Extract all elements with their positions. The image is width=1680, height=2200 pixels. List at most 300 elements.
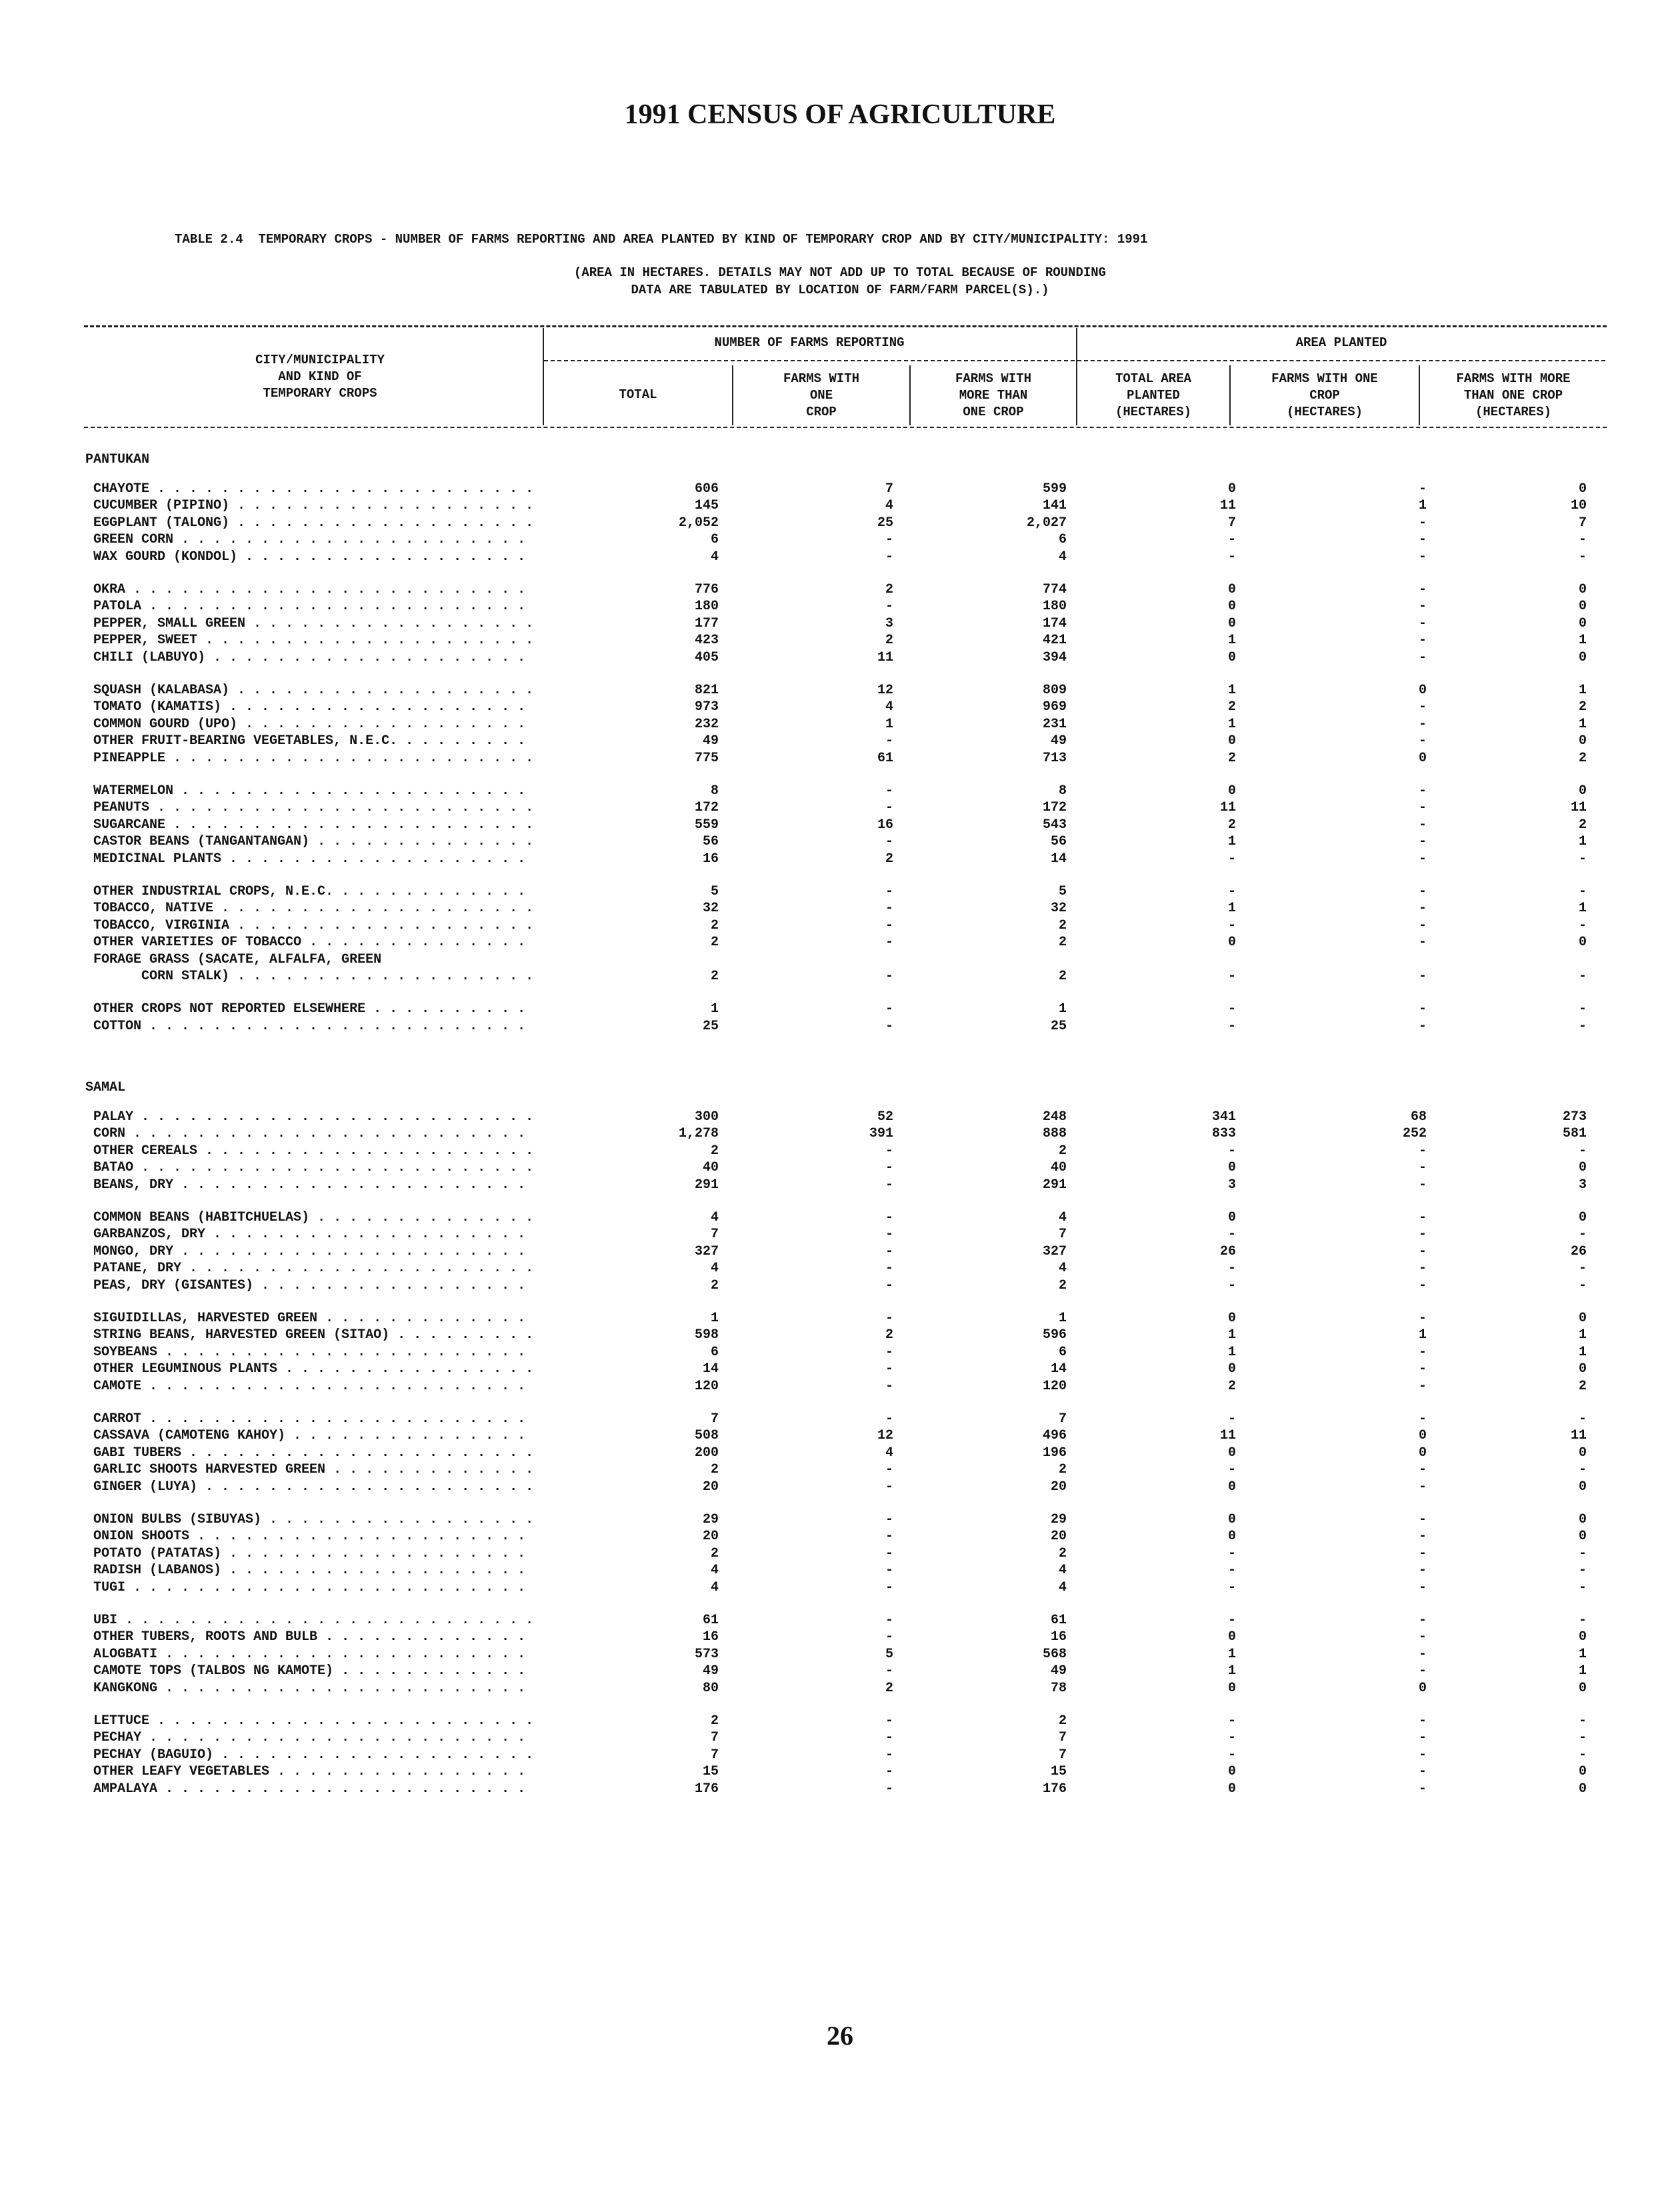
cell-area-one-crop: - xyxy=(1418,1019,1427,1034)
cell-total-area: 0 xyxy=(1227,1764,1236,1779)
cell-total-farms: 40 xyxy=(702,1160,719,1175)
cell-area-one-crop: - xyxy=(1418,1546,1427,1561)
cell-total-area: 7 xyxy=(1227,515,1236,531)
cell-total-farms: 7 xyxy=(710,1227,719,1242)
cell-area-more-crop: - xyxy=(1578,1730,1587,1745)
cell-total-farms: 56 xyxy=(702,834,719,849)
cell-total-farms: 598 xyxy=(694,1327,719,1343)
cell-area-more-crop: 1 xyxy=(1578,1345,1587,1360)
cell-total-area: 2 xyxy=(1227,1379,1236,1394)
table-row xyxy=(0,1681,1680,1698)
table-row xyxy=(0,1445,1680,1463)
cell-total-farms: 2 xyxy=(710,969,719,984)
cell-total-farms: 7 xyxy=(710,1411,719,1427)
cell-area-one-crop: - xyxy=(1418,1379,1427,1394)
cell-farms-more-crop: 596 xyxy=(1042,1327,1067,1343)
cell-area-one-crop: 1 xyxy=(1418,1327,1427,1343)
cell-area-more-crop: 1 xyxy=(1578,683,1587,698)
cell-farms-one-crop: 12 xyxy=(877,1428,893,1443)
section-heading: PANTUKAN xyxy=(85,452,150,467)
cell-farms-one-crop: - xyxy=(885,1580,893,1595)
crop-label: LETTUCE . . . xyxy=(93,1713,533,1729)
cell-farms-one-crop: - xyxy=(885,800,893,815)
cell-area-one-crop: - xyxy=(1418,717,1427,732)
cell-area-more-crop: 10 xyxy=(1570,498,1587,513)
cell-total-area: 0 xyxy=(1227,1361,1236,1377)
cell-total-farms: 405 xyxy=(694,650,719,665)
cell-farms-more-crop: 49 xyxy=(1050,1663,1067,1679)
cell-total-area: - xyxy=(1227,1580,1236,1595)
cell-area-more-crop: 2 xyxy=(1578,1379,1587,1394)
cell-total-farms: 176 xyxy=(694,1781,719,1797)
cell-farms-more-crop: 120 xyxy=(1042,1379,1067,1394)
cell-area-one-crop: - xyxy=(1418,1261,1427,1276)
cell-total-farms: 14 xyxy=(702,1361,719,1377)
cell-farms-one-crop: 12 xyxy=(877,683,893,698)
cell-area-more-crop: - xyxy=(1578,1001,1587,1017)
crop-label: POTATO (PATATAS) . . . xyxy=(93,1546,533,1562)
crop-label: GINGER (LUYA) . . . xyxy=(93,1479,533,1495)
cell-area-more-crop: 273 xyxy=(1562,1109,1587,1125)
table-row xyxy=(0,1747,1680,1765)
cell-farms-more-crop: 14 xyxy=(1050,1361,1067,1377)
cell-area-one-crop: - xyxy=(1418,616,1427,631)
cell-farms-one-crop: - xyxy=(885,1160,893,1175)
table-row xyxy=(0,1546,1680,1563)
cell-farms-more-crop: 2 xyxy=(1058,1713,1067,1729)
cell-area-one-crop: - xyxy=(1418,851,1427,867)
crop-label: OTHER FRUIT-BEARING VEGETABLES, N.E.C. . . . xyxy=(93,733,533,749)
cell-farms-more-crop: 25 xyxy=(1050,1019,1067,1034)
table-row xyxy=(0,733,1680,751)
cell-total-farms: 4 xyxy=(710,1261,719,1276)
cell-farms-one-crop: 2 xyxy=(885,582,893,597)
cell-area-more-crop: 0 xyxy=(1578,616,1587,631)
cell-farms-more-crop: 172 xyxy=(1042,800,1067,815)
cell-area-one-crop: - xyxy=(1418,481,1427,497)
crop-label: CASTOR BEANS (TANGANTANGAN) . . . xyxy=(93,834,533,850)
crop-label: CAMOTE TOPS (TALBOS NG KAMOTE) . . . xyxy=(93,1663,533,1679)
cell-farms-more-crop: 78 xyxy=(1050,1681,1067,1696)
cell-area-more-crop: - xyxy=(1578,549,1587,565)
cell-area-more-crop: - xyxy=(1578,918,1587,933)
cell-total-area: 0 xyxy=(1227,1512,1236,1527)
crop-label: GARLIC SHOOTS HARVESTED GREEN . . . xyxy=(93,1462,533,1478)
cell-total-area: - xyxy=(1227,1713,1236,1729)
cell-total-area: 11 xyxy=(1219,498,1236,513)
cell-area-one-crop: - xyxy=(1418,733,1427,749)
cell-area-more-crop: 1 xyxy=(1578,834,1587,849)
cell-total-farms: 232 xyxy=(694,717,719,732)
cell-area-more-crop: 3 xyxy=(1578,1177,1587,1193)
crop-label: CARROT . . . xyxy=(93,1411,533,1427)
table-row xyxy=(0,800,1680,817)
cell-total-farms: 8 xyxy=(710,783,719,799)
cell-total-farms: 120 xyxy=(694,1379,719,1394)
cell-farms-one-crop: 2 xyxy=(885,633,893,648)
cell-area-more-crop: 0 xyxy=(1578,783,1587,799)
cell-total-farms: 16 xyxy=(702,1629,719,1645)
crop-label: OKRA . . . xyxy=(93,582,533,598)
table-row xyxy=(0,1160,1680,1177)
cell-area-one-crop: - xyxy=(1418,1210,1427,1225)
cell-total-farms: 300 xyxy=(694,1109,719,1125)
cell-total-farms: 973 xyxy=(694,699,719,715)
cell-farms-one-crop: - xyxy=(885,1747,893,1763)
cell-area-one-crop: - xyxy=(1418,1580,1427,1595)
cell-total-farms: 7 xyxy=(710,1730,719,1745)
crop-label: TUGI . . . xyxy=(93,1580,533,1596)
crop-label: CHILI (LABUYO) . . . xyxy=(93,650,533,666)
cell-total-farms: 7 xyxy=(710,1747,719,1763)
cell-farms-more-crop: 4 xyxy=(1058,1261,1067,1276)
cell-total-area: - xyxy=(1227,851,1236,867)
crop-label: UBI . . . xyxy=(93,1613,533,1629)
cell-farms-more-crop: 543 xyxy=(1042,817,1067,833)
cell-farms-more-crop: 291 xyxy=(1042,1177,1067,1193)
crop-label: PATOLA . . . xyxy=(93,599,533,615)
cell-area-one-crop: - xyxy=(1418,1462,1427,1477)
cell-farms-more-crop: 774 xyxy=(1042,582,1067,597)
cell-area-more-crop: 11 xyxy=(1570,800,1587,815)
cell-total-farms: 2 xyxy=(710,935,719,950)
cell-farms-more-crop: 196 xyxy=(1042,1445,1067,1461)
crop-label: OTHER CEREALS . . . xyxy=(93,1143,533,1159)
cell-farms-more-crop: 394 xyxy=(1042,650,1067,665)
table-row xyxy=(0,1713,1680,1731)
cell-area-more-crop: - xyxy=(1578,1713,1587,1729)
cell-total-farms: 1 xyxy=(710,1311,719,1326)
cell-total-area: - xyxy=(1227,1261,1236,1276)
cell-area-one-crop: - xyxy=(1418,1227,1427,1242)
cell-farms-more-crop: 2 xyxy=(1058,1278,1067,1293)
crop-label: SQUASH (KALABASA) . . . xyxy=(93,683,533,699)
crop-label: CORN STALK) . . . xyxy=(93,969,533,985)
crop-label: CUCUMBER (PIPINO) . . . xyxy=(93,498,533,514)
cell-area-one-crop: - xyxy=(1418,549,1427,565)
cell-area-more-crop: 1 xyxy=(1578,1327,1587,1343)
cell-farms-one-crop: 2 xyxy=(885,1327,893,1343)
crop-label: SOYBEANS . . . xyxy=(93,1345,533,1361)
cell-area-one-crop: 1 xyxy=(1418,498,1427,513)
cell-farms-one-crop: 2 xyxy=(885,1681,893,1696)
cell-total-farms: 32 xyxy=(702,901,719,916)
cell-area-more-crop: 0 xyxy=(1578,1311,1587,1326)
table-row xyxy=(0,717,1680,734)
cell-farms-more-crop: 49 xyxy=(1050,733,1067,749)
cell-area-one-crop: - xyxy=(1418,918,1427,933)
cell-farms-one-crop: - xyxy=(885,1764,893,1779)
crop-label: PALAY . . . xyxy=(93,1109,533,1125)
cell-farms-more-crop: 20 xyxy=(1050,1529,1067,1544)
cell-farms-one-crop: 61 xyxy=(877,751,893,766)
table-row xyxy=(0,582,1680,599)
cell-total-farms: 177 xyxy=(694,616,719,631)
cell-area-more-crop: - xyxy=(1578,1143,1587,1159)
cell-total-area: - xyxy=(1227,1462,1236,1477)
crop-label: OTHER TUBERS, ROOTS AND BULB . . . xyxy=(93,1629,533,1645)
cell-farms-one-crop: 1 xyxy=(885,717,893,732)
cell-total-area: - xyxy=(1227,1001,1236,1017)
cell-area-one-crop: - xyxy=(1418,699,1427,715)
cell-area-one-crop: 68 xyxy=(1410,1109,1427,1125)
cell-farms-more-crop: 7 xyxy=(1058,1730,1067,1745)
cell-area-more-crop: 1 xyxy=(1578,901,1587,916)
table-row xyxy=(0,1462,1680,1479)
table-row xyxy=(0,1629,1680,1647)
table-row xyxy=(0,1361,1680,1379)
cell-farms-one-crop: 4 xyxy=(885,498,893,513)
crop-label: PEAS, DRY (GISANTES) . . . xyxy=(93,1278,533,1294)
cell-area-one-crop: - xyxy=(1418,515,1427,531)
table-row xyxy=(0,783,1680,801)
farms-group-header: NUMBER OF FARMS REPORTING xyxy=(714,335,905,350)
crop-label: MONGO, DRY . . . xyxy=(93,1244,533,1260)
cell-total-area: 0 xyxy=(1227,582,1236,597)
cell-total-area: 1 xyxy=(1227,1327,1236,1343)
table-row xyxy=(0,817,1680,835)
farms-group-underline xyxy=(544,360,1075,361)
cell-area-more-crop: 1 xyxy=(1578,1663,1587,1679)
cell-total-farms: 180 xyxy=(694,599,719,614)
cell-farms-more-crop: 496 xyxy=(1042,1428,1067,1443)
cell-total-area: 0 xyxy=(1227,1160,1236,1175)
cell-farms-one-crop: - xyxy=(885,1019,893,1034)
table-row xyxy=(0,918,1680,935)
table-row xyxy=(0,515,1680,533)
table-row xyxy=(0,969,1680,986)
cell-farms-more-crop: 5 xyxy=(1058,884,1067,899)
cell-farms-one-crop: - xyxy=(885,1361,893,1377)
cell-total-area: 0 xyxy=(1227,1311,1236,1326)
cell-area-more-crop: 1 xyxy=(1578,1647,1587,1662)
cell-total-area: - xyxy=(1227,1411,1236,1427)
crop-label: COMMON GOURD (UPO) . . . xyxy=(93,717,533,733)
cell-total-area: - xyxy=(1227,1613,1236,1628)
cell-farms-one-crop: - xyxy=(885,935,893,950)
cell-area-more-crop: 0 xyxy=(1578,1781,1587,1797)
crop-label: PEPPER, SWEET . . . xyxy=(93,633,533,649)
cell-farms-one-crop: - xyxy=(885,1261,893,1276)
cell-area-one-crop: - xyxy=(1418,1411,1427,1427)
crop-label: EGGPLANT (TALONG) . . . xyxy=(93,515,533,531)
cell-area-one-crop: - xyxy=(1418,633,1427,648)
table-row xyxy=(0,1143,1680,1161)
crop-label: OTHER INDUSTRIAL CROPS, N.E.C. . . . xyxy=(93,884,533,900)
table-note-line1: (AREA IN HECTARES. DETAILS MAY NOT ADD UP TO TOTAL BECAUSE OF ROUNDING xyxy=(573,265,1107,280)
crop-label: SUGARCANE . . . xyxy=(93,817,533,833)
cell-farms-one-crop: - xyxy=(885,733,893,749)
cell-farms-one-crop: - xyxy=(885,969,893,984)
cell-total-area: - xyxy=(1227,1278,1236,1293)
cell-farms-more-crop: 1 xyxy=(1058,1001,1067,1017)
table-row xyxy=(0,1327,1680,1345)
cell-area-one-crop: - xyxy=(1418,901,1427,916)
cell-area-more-crop: - xyxy=(1578,1546,1587,1561)
cell-total-farms: 6 xyxy=(710,532,719,547)
cell-total-farms: 5 xyxy=(710,884,719,899)
crop-label: PECHAY (BAGUIO) . . . xyxy=(93,1747,533,1763)
cell-total-farms: 80 xyxy=(702,1681,719,1696)
cell-total-farms: 20 xyxy=(702,1529,719,1544)
cell-area-one-crop: 0 xyxy=(1418,1681,1427,1696)
cell-total-farms: 291 xyxy=(694,1177,719,1193)
crop-label: TOBACCO, NATIVE . . . xyxy=(93,901,533,917)
cell-area-more-crop: 0 xyxy=(1578,1629,1587,1645)
cell-farms-one-crop: - xyxy=(885,1379,893,1394)
table-row xyxy=(0,616,1680,633)
cell-farms-one-crop: - xyxy=(885,1512,893,1527)
cell-farms-more-crop: 20 xyxy=(1050,1479,1067,1495)
cell-farms-more-crop: 14 xyxy=(1050,851,1067,867)
cell-farms-more-crop: 2 xyxy=(1058,918,1067,933)
cell-farms-more-crop: 56 xyxy=(1050,834,1067,849)
cell-farms-one-crop: - xyxy=(885,532,893,547)
cell-total-area: - xyxy=(1227,1227,1236,1242)
cell-total-farms: 2 xyxy=(710,1462,719,1477)
cell-farms-one-crop: 4 xyxy=(885,699,893,715)
table-row xyxy=(0,1428,1680,1445)
cell-area-one-crop: - xyxy=(1418,1563,1427,1578)
cell-area-one-crop: - xyxy=(1418,1345,1427,1360)
cell-farms-more-crop: 180 xyxy=(1042,599,1067,614)
crop-label: WATERMELON . . . xyxy=(93,783,533,799)
cell-area-one-crop: - xyxy=(1418,1781,1427,1797)
cell-total-area: 0 xyxy=(1227,1681,1236,1696)
stub-header: CITY/MUNICIPALITY AND KIND OF TEMPORARY CROPS xyxy=(255,353,385,401)
cell-total-farms: 16 xyxy=(702,851,719,867)
cell-total-area: 341 xyxy=(1211,1109,1236,1125)
cell-farms-more-crop: 2 xyxy=(1058,935,1067,950)
cell-area-more-crop: 7 xyxy=(1578,515,1587,531)
cell-total-farms: 200 xyxy=(694,1445,719,1461)
cell-farms-one-crop: - xyxy=(885,1345,893,1360)
crop-label: FORAGE GRASS (SACATE, ALFALFA, GREEN xyxy=(93,952,382,967)
cell-farms-one-crop: - xyxy=(885,1546,893,1561)
table-row xyxy=(0,1261,1680,1278)
cell-farms-one-crop: 25 xyxy=(877,515,893,531)
cell-total-area: 1 xyxy=(1227,1345,1236,1360)
cell-total-area: 0 xyxy=(1227,616,1236,631)
cell-farms-more-crop: 16 xyxy=(1050,1629,1067,1645)
table-row xyxy=(0,935,1680,952)
table-row xyxy=(0,1227,1680,1244)
table-row xyxy=(0,1764,1680,1781)
cell-area-more-crop: 0 xyxy=(1578,733,1587,749)
col-header-total-area: TOTAL AREA PLANTED (HECTARES) xyxy=(1115,371,1192,419)
cell-farms-one-crop: - xyxy=(885,1529,893,1544)
cell-farms-one-crop: - xyxy=(885,1177,893,1193)
cell-farms-one-crop: - xyxy=(885,1001,893,1017)
cell-total-farms: 2 xyxy=(710,918,719,933)
table-row xyxy=(0,901,1680,918)
cell-total-farms: 61 xyxy=(702,1613,719,1628)
col-header-area-more-crop: FARMS WITH MORE THAN ONE CROP (HECTARES) xyxy=(1456,371,1571,419)
col-header-farms-more-crop: FARMS WITH MORE THAN ONE CROP xyxy=(955,371,1032,419)
cell-farms-one-crop: - xyxy=(885,1411,893,1427)
cell-area-more-crop: 0 xyxy=(1578,1160,1587,1175)
cell-total-area: 0 xyxy=(1227,650,1236,665)
cell-farms-more-crop: 2 xyxy=(1058,1546,1067,1561)
cell-area-more-crop: 0 xyxy=(1578,481,1587,497)
cell-total-farms: 821 xyxy=(694,683,719,698)
table-row xyxy=(0,1613,1680,1630)
cell-total-area: 1 xyxy=(1227,717,1236,732)
cell-total-area: - xyxy=(1227,1563,1236,1578)
cell-area-one-crop: - xyxy=(1418,582,1427,597)
cell-area-one-crop: - xyxy=(1418,1629,1427,1645)
cell-area-one-crop: - xyxy=(1418,1361,1427,1377)
cell-total-farms: 6 xyxy=(710,1345,719,1360)
cell-area-one-crop: - xyxy=(1418,1160,1427,1175)
crop-label: STRING BEANS, HARVESTED GREEN (SITAO) . . . xyxy=(93,1327,533,1343)
cell-total-farms: 49 xyxy=(702,1663,719,1679)
cell-area-one-crop: - xyxy=(1418,532,1427,547)
cell-area-one-crop: - xyxy=(1418,1244,1427,1259)
cell-farms-more-crop: 8 xyxy=(1058,783,1067,799)
cell-area-more-crop: 0 xyxy=(1578,582,1587,597)
cell-total-area: - xyxy=(1227,1019,1236,1034)
cell-area-more-crop: - xyxy=(1578,1411,1587,1427)
cell-farms-more-crop: 4 xyxy=(1058,1210,1067,1225)
cell-total-farms: 4 xyxy=(710,1580,719,1595)
cell-farms-one-crop: - xyxy=(885,1244,893,1259)
cell-area-more-crop: - xyxy=(1578,532,1587,547)
cell-area-one-crop: 0 xyxy=(1418,683,1427,698)
cell-total-farms: 2 xyxy=(710,1278,719,1293)
crop-label: TOBACCO, VIRGINIA . . . xyxy=(93,918,533,934)
cell-area-more-crop: 2 xyxy=(1578,699,1587,715)
cell-farms-more-crop: 2,027 xyxy=(1026,515,1067,531)
cell-total-farms: 4 xyxy=(710,1210,719,1225)
table-row xyxy=(0,1126,1680,1143)
cell-area-one-crop: - xyxy=(1418,1311,1427,1326)
cell-farms-one-crop: - xyxy=(885,549,893,565)
cell-farms-one-crop: - xyxy=(885,1227,893,1242)
cell-farms-more-crop: 713 xyxy=(1042,751,1067,766)
cell-total-farms: 4 xyxy=(710,1563,719,1578)
cell-total-farms: 606 xyxy=(694,481,719,497)
section-heading: SAMAL xyxy=(85,1080,126,1095)
cell-farms-one-crop: 16 xyxy=(877,817,893,833)
crop-label: ALOGBATI . . . xyxy=(93,1647,533,1663)
crop-label: CAMOTE . . . xyxy=(93,1379,533,1395)
table-row xyxy=(0,952,1680,969)
table-row xyxy=(0,599,1680,616)
cell-total-area: 1 xyxy=(1227,901,1236,916)
cell-farms-more-crop: 2 xyxy=(1058,969,1067,984)
cell-total-farms: 508 xyxy=(694,1428,719,1443)
crop-label: TOMATO (KAMATIS) . . . xyxy=(93,699,533,715)
table-row xyxy=(0,1529,1680,1546)
cell-area-one-crop: 0 xyxy=(1418,751,1427,766)
cell-farms-one-crop: 391 xyxy=(869,1126,893,1141)
table-row xyxy=(0,1311,1680,1328)
table-row xyxy=(0,481,1680,499)
cell-total-area: 0 xyxy=(1227,1445,1236,1461)
table-row xyxy=(0,834,1680,851)
cell-area-one-crop: - xyxy=(1418,1663,1427,1679)
cell-total-area: 2 xyxy=(1227,699,1236,715)
table-row xyxy=(0,1278,1680,1295)
cell-farms-more-crop: 6 xyxy=(1058,1345,1067,1360)
table-row xyxy=(0,1580,1680,1597)
crop-label: GREEN CORN . . . xyxy=(93,532,533,548)
crop-label: BATAO . . . xyxy=(93,1160,533,1176)
cell-farms-more-crop: 888 xyxy=(1042,1126,1067,1141)
cell-total-area: 2 xyxy=(1227,817,1236,833)
page-number: 26 xyxy=(827,2021,853,2051)
